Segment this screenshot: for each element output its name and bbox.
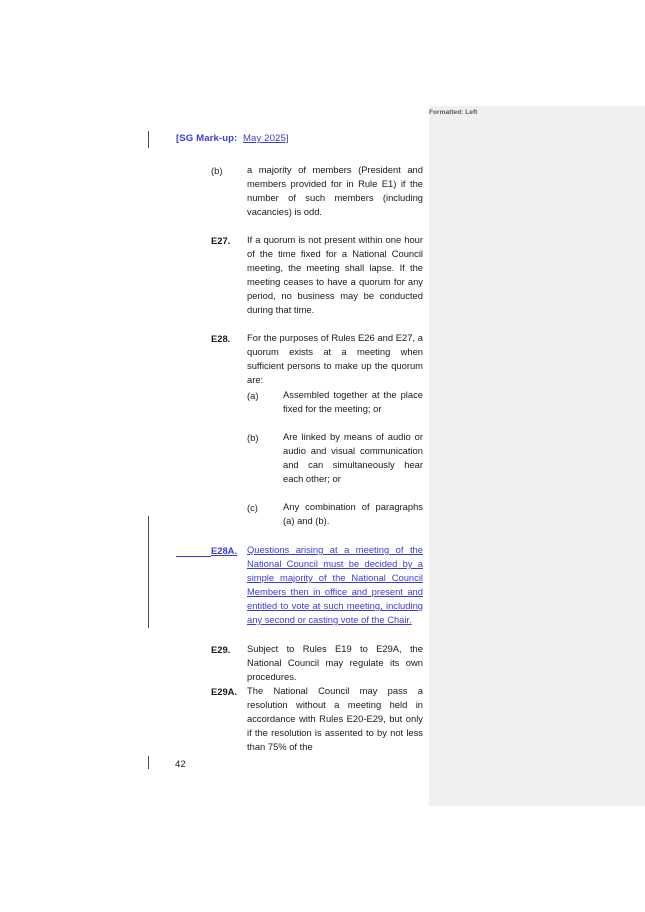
rule-number-e28: E28. (211, 333, 231, 344)
sub-number-c: (c) (247, 502, 258, 513)
change-bar-header (148, 131, 149, 148)
page-number: 42 (175, 759, 186, 770)
rule-text-e29a: The National Council may pass a resolution without a meeting held in accordance with Rules E20-E29, but only if the resolution is assented to by not less than 75% of the (247, 685, 423, 752)
rule-number-e29a: E29A. (211, 686, 238, 697)
sub-text-c: Any combination of paragraphs (a) and (b). (283, 501, 423, 526)
rule-text-e29: Subject to Rules E19 to E29A, the National Council may regulate its own procedures. (247, 643, 423, 682)
formatting-comment: Formatted: Left (429, 109, 478, 116)
rule-text-e28a: Questions arising at a meeting of the National Council must be decided by a simple majority of the National Council Members then in office and present and entitled to vote at such meeting, including any second or casting vote of the Chair. (247, 544, 423, 625)
sub-text-b: Are linked by means of audio or audio and visual communication and can simultaneously hear each other; or (283, 431, 423, 484)
comment-pane (429, 106, 645, 806)
item-text-b: a majority of members (President and members provided for in Rule E1) if the number of such members (including vacancies) is odd. (247, 164, 423, 217)
insertion-leader-line (176, 556, 211, 557)
change-bar-footer (148, 756, 149, 769)
rule-number-e27: E27. (211, 235, 231, 246)
rule-number-e28a: E28A. (211, 545, 238, 556)
change-bar-e28a (148, 516, 149, 628)
rule-number-e29: E29. (211, 644, 231, 655)
item-number-b: (b) (211, 165, 223, 176)
markup-header-tag: [SG Mark-up: (176, 133, 238, 144)
sub-number-b: (b) (247, 432, 259, 443)
rule-text-e27: If a quorum is not present within one hour of the time fixed for a National Council meeting, the meeting shall lapse. If the meeting ceases to have a quorum for any period, no business may be conducted during that time. (247, 234, 423, 315)
markup-header-date: May 2025] (242, 133, 289, 144)
markup-header (176, 133, 289, 144)
sub-text-a: Assembled together at the place fixed for the meeting; or (283, 389, 423, 414)
sub-number-a: (a) (247, 390, 259, 401)
rule-text-e28: For the purposes of Rules E26 and E27, a quorum exists at a meeting when sufficient persons to make up the quorum are: (247, 332, 423, 385)
